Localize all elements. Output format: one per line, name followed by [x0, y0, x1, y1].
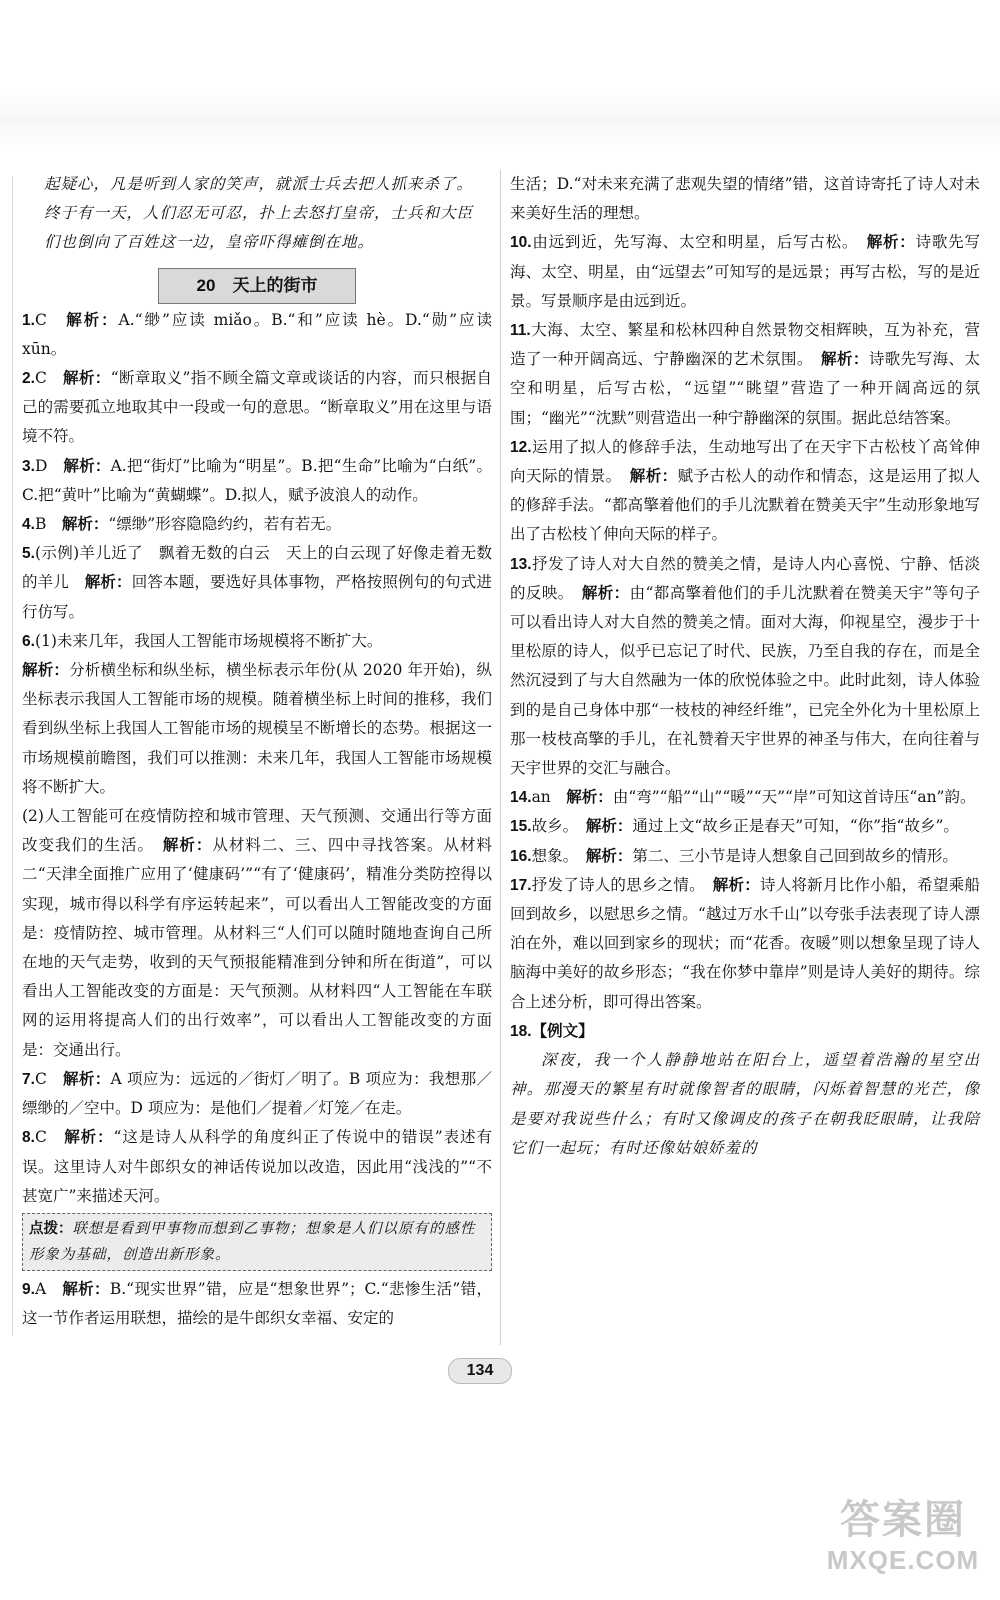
item-6-analysis	[22, 656, 492, 802]
answer-item-2	[22, 364, 492, 452]
item-number: 6.	[22, 632, 35, 650]
tip-box	[22, 1213, 492, 1271]
item-answer: 故乡。	[531, 817, 586, 836]
item-answer: (示例)羊儿近了 飘着无数的白云 天上的白云现了好像走着无数的羊儿	[22, 544, 492, 592]
tip-text: 联想是看到甲事物而想到乙事物；想象是人们以原有的感性形象为基础，创造出新形象。	[29, 1220, 476, 1263]
item-answer: A	[34, 1279, 63, 1298]
analysis-text: 诗人将新月比作小船，希望乘船回到故乡，以慰思乡之情。“越过万水千山”以夸张手法表现了诗人漂泊在外，难以回到家乡的现状；而“花香。夜暖”则以想象呈现了诗人脑海中美好的故乡形态；“我在你梦中靠岸”则是诗人美好的期待。综合上述分析，即可得出答案。	[510, 875, 980, 1011]
item-6-part-2	[22, 802, 492, 1065]
item-number: 15.	[510, 818, 532, 836]
watermark-top: 答案圈	[840, 1498, 966, 1542]
answer-item-11	[510, 316, 980, 433]
answer-item-3	[22, 452, 492, 510]
analysis-label: 解析：	[61, 516, 109, 534]
analysis-text: A.把“街灯”比喻为“明星”。B.把“生命”比喻为“白纸”。C.把“黄叶”比喻为“黄蝴蝶”。D.拟人，赋予波浪人的动作。	[22, 456, 492, 504]
item-answer: 由远到近，先写海、太空和明星，后写古松。	[531, 233, 867, 252]
item-number: 8.	[22, 1129, 35, 1147]
answer-item-18	[510, 1017, 980, 1046]
answer-item-6	[22, 627, 492, 656]
item-answer: C	[34, 310, 67, 329]
analysis-text: 回答本题，要选好具体事物，严格按照例句的句式进行仿写。	[22, 573, 492, 621]
answer-item-1	[22, 306, 492, 364]
tip-label: 点拨：	[29, 1220, 73, 1237]
item-number: 5.	[22, 545, 35, 563]
analysis-label: 解析：	[629, 468, 678, 486]
answer-item-4	[22, 510, 492, 539]
page-number: 134	[448, 1358, 512, 1384]
analysis-text: A.“缈”应读 miǎo。B.“和”应读 hè。D.“勋”应读 xūn。	[22, 310, 492, 358]
analysis-text: 通过上文“故乡正是春天”可知，“你”指“故乡”。	[632, 817, 959, 836]
answer-item-7	[22, 1065, 492, 1123]
analysis-label: 解析：	[581, 584, 630, 602]
analysis-label: 解析：	[585, 818, 633, 836]
example-essay: 深夜，我一个人静静地站在阳台上，遥望着浩瀚的星空出神。那漫天的繁星有时就像智者的眼睛，闪烁着智慧的光芒，像是要对我说些什么；有时又像调皮的孩子在朝我眨眼睛，让我陪它们一起玩；有时还像姑娘娇羞的	[510, 1051, 980, 1157]
analysis-label: 解析：	[162, 837, 213, 855]
answer-item-15	[510, 812, 980, 841]
analysis-label: 解析：	[821, 351, 869, 369]
item-answer: C	[34, 1069, 63, 1088]
item-answer: 运用了拟人的修辞手法，生动地写出了在天宇下古松枝丫高耸伸向天际的情景。	[510, 437, 980, 486]
scan-shadow	[0, 90, 1000, 150]
item-answer: (2)人工智能可在疫情防控和城市管理、天气预测、交通出行等方面改变我们的生活。	[22, 807, 492, 855]
example-essay-label: 【例文】	[531, 1022, 594, 1040]
analysis-label: 解析：	[84, 574, 132, 592]
item-number: 1.	[22, 311, 35, 329]
answer-item-16	[510, 842, 980, 871]
column-divider	[500, 170, 501, 1345]
item-number: 3.	[22, 457, 35, 475]
analysis-text: 从材料二、三、四中寻找答案。从材料二“天津全面推广应用了‘健康码’”“有了‘健康码’，精准分类防控得以实现，城市得以科学有序运转起来”，可以看出人工智能改变的方面是：疫情防控、城市管理。从材料三“人们可以随时随地查询自己所在地的天气走势，收到的天气预报能精准到分钟和所在街道”，可以看出人工智能改变的方面是：天气预测。从材料四“人工智能在车联网的运用将提高人们的出行效率”，可以看出人工智能改变的方面是：交通出行。	[22, 836, 492, 1059]
analysis-label: 解析：	[63, 457, 111, 475]
item-answer: (1)未来几年，我国人工智能市场规模将不断扩大。	[34, 631, 383, 650]
analysis-label: 解析：	[712, 876, 760, 894]
intro-line-1: 起疑心，凡是听到人家的笑声，就派士兵去把人抓来杀了。	[44, 175, 474, 193]
item-number: 17.	[510, 876, 532, 894]
intro-line-3: 们也倒向了百姓这一边，皇帝吓得瘫倒在地。	[44, 233, 375, 252]
answer-item-17	[510, 871, 980, 1017]
intro-line-2: 终于有一天，人们忍无可忍，扑上去怒打皇帝，士兵和大臣	[44, 204, 474, 223]
analysis-text: A 项应为：远远的／街灯／明了。B 项应为：我想那／缥缈的／空中。D 项应为：是他们／提着／灯笼／在走。	[22, 1069, 492, 1118]
item-number: 18.	[510, 1022, 532, 1040]
left-column	[22, 170, 492, 1333]
analysis-text: “断章取义”指不顾全篇文章或谈话的内容，而只根据自己的需要孤立地取其中一段或一句的意思。“断章取义”用在这里与语境不符。	[22, 369, 492, 446]
analysis-label: 解析：	[63, 370, 111, 388]
analysis-label: 解析：	[62, 1280, 110, 1298]
item-number: 13.	[510, 555, 532, 573]
answer-item-10	[510, 228, 980, 316]
item-answer: 大海、太空、繁星和松林四种自然景物交相辉映，互为补充，营造了一种开阔高远、宁静幽深的艺术氛围。	[510, 321, 980, 369]
section-title: 20 天上的街市	[158, 268, 356, 304]
item-number: 7.	[22, 1070, 35, 1088]
site-watermark-logo	[818, 1488, 988, 1592]
answer-item-8	[22, 1123, 492, 1211]
analysis-label: 解析：	[585, 847, 633, 865]
item-answer: 想象。	[531, 846, 586, 865]
item-answer: an	[531, 788, 567, 807]
item-number: 11.	[510, 322, 531, 340]
analysis-text: 第二、三小节是诗人想象自己回到故乡的情形。	[632, 846, 958, 865]
analysis-text: “这是诗人从科学的角度纠正了传说中的错误”表述有误。这里诗人对牛郎织女的神话传说加以改造，因此用“浅浅的”“不甚宽广”来描述天河。	[22, 1128, 492, 1205]
analysis-text: “缥缈”形容隐隐约约，若有若无。	[108, 515, 342, 534]
analysis-text: 分析横坐标和纵坐标，横坐标表示年份(从 2020 年开始)，纵坐标表示我国人工智能市场的规模。随着横坐标上时间的推移，我们看到纵坐标上我国人工智能市场的规模呈不断增长的态势。根据这一市场规模前瞻图，我们可以推测：未来几年，我国人工智能市场规模将不断扩大。	[22, 661, 492, 796]
item-number: 16.	[510, 847, 532, 865]
item-number: 10.	[510, 234, 532, 252]
item-answer: 抒发了诗人对大自然的赞美之情，是诗人内心喜悦、宁静、恬淡的反映。	[510, 554, 980, 602]
item-9-continuation: 生活；D.“对未来充满了悲观失望的情绪”错，这首诗寄托了诗人对未来美好生活的理想。	[510, 175, 980, 223]
analysis-label: 解析：	[63, 1070, 111, 1088]
analysis-text: 诗歌先写海、太空、明星，由“远望去”可知写的是远景；再写古松，写的是近景。写景顺序是由远到近。	[510, 233, 980, 310]
item-answer: D	[34, 456, 64, 475]
analysis-text: 由“都高擎着他们的手儿沈默着在赞美天宇”等句子可以看出诗人对大自然的赞美之情。面对大海，仰视星空，漫步于十里松原的诗人，似乎已忘记了时代、民族，乃至自我的存在，而是全然沉浸到了与大自然融为一体的欣悦体验之中。此时此刻，诗人体验到的是自己身体中那“一枝枝的神经纤维”，已完全外化为十里松原上那一枝枝高擎的手儿，在礼赞着天宇世界的神圣与伟大，在向往着与天宇世界的交汇与融合。	[510, 583, 980, 778]
analysis-label: 解析：	[566, 789, 613, 807]
analysis-label: 解析：	[22, 662, 70, 680]
item-number: 12.	[510, 438, 532, 456]
answer-item-14	[510, 783, 980, 812]
answer-item-13	[510, 550, 980, 784]
item-number: 9.	[22, 1280, 35, 1298]
binding-edge	[12, 176, 13, 1336]
item-answer: B	[34, 515, 62, 534]
analysis-text: 诗歌先写海、太空和明星，后写古松，“远望”“眺望”营造了一种开阔高远的氛围；“幽光”“沈默”则营造出一种宁静幽深的氛围。据此总结答案。	[510, 350, 980, 427]
item-number: 14.	[510, 789, 532, 807]
analysis-text: 赋予古松人的动作和情态，这是运用了拟人的修辞手法。“都高擎着他们的手儿沈默着在赞美天宇”生动形象地写出了古松枝丫伸向天际的样子。	[510, 467, 980, 544]
item-number: 2.	[22, 370, 35, 388]
analysis-text: B.“现实世界”错，应是“想象世界”；C.“悲惨生活”错，这一节作者运用联想，描绘的是牛郎织女幸福、安定的	[22, 1279, 492, 1328]
watermark-bottom: MXQE.COM	[826, 1545, 980, 1575]
right-column	[510, 170, 980, 1163]
answer-item-5	[22, 539, 492, 627]
answer-item-12	[510, 433, 980, 550]
analysis-label: 解析：	[64, 1129, 114, 1147]
item-number: 4.	[22, 516, 35, 534]
analysis-text: 由“弯”“船”“山”“暖”“天”“岸”可知这首诗压“an”韵。	[612, 788, 976, 807]
analysis-label: 解析：	[66, 311, 119, 329]
item-answer: C	[34, 1128, 65, 1147]
item-answer: C	[34, 369, 64, 388]
answer-item-9	[22, 1275, 492, 1333]
analysis-label: 解析：	[866, 234, 916, 252]
item-answer: 抒发了诗人的思乡之情。	[531, 875, 713, 894]
